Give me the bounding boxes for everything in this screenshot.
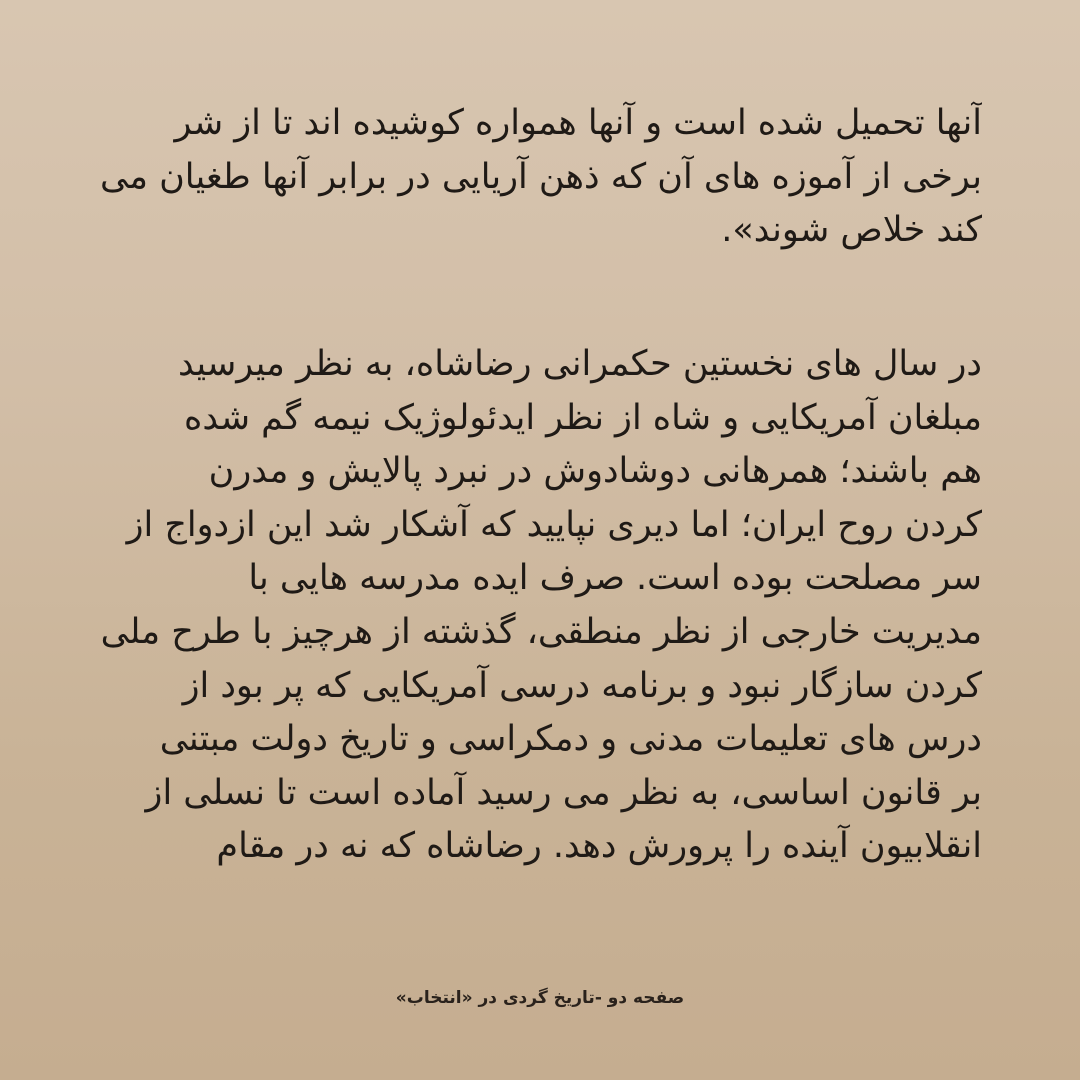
paragraph-2-line: هم باشند؛ همرهانی دوشادوش در نبرد پالایش و مدرن xyxy=(208,451,982,492)
paragraph-2-line: کردن روح ایران؛ اما دیری نپایید که آشکار شد این ازدواج از xyxy=(126,504,982,545)
paragraph-2-line: مدیریت خارجی از نظر منطقی، گذشته از هرچیز با طرح ملی xyxy=(100,611,982,652)
paragraph-2-line: بر قانون اساسی، به نظر می رسید آماده است تا نسلی از xyxy=(145,772,982,813)
paragraph-2-line: مبلغان آمریکایی و شاه از نظر ایدئولوژیک نیمه گم شده xyxy=(184,397,982,438)
paragraph-2-line: سر مصلحت بوده است. صرف ایده مدرسه هایی با xyxy=(248,558,982,599)
paragraph-1 xyxy=(92,97,982,258)
paragraph-1-line: آنها تحمیل شده است و آنها همواره کوشیده اند تا از شر xyxy=(174,103,982,143)
paragraph-2-line: کردن سازگار نبود و برنامه درسی آمریکایی که پر بود از xyxy=(182,665,982,706)
paragraph-2-line: انقلابیون آینده را پرورش دهد. رضاشاه که نه در مقام xyxy=(216,826,982,867)
paragraph-1-line: کند خلاص شوند». xyxy=(721,210,982,251)
paragraph-2-line: در سال های نخستین حکمرانی رضاشاه، به نظر میرسید xyxy=(178,344,982,384)
footer-caption: صفحه دو -تاریخ گردی در «انتخاب» xyxy=(395,988,685,1008)
paragraph-1-line: برخی از آموزه های آن که ذهن آریایی در برابر آنها طغیان می xyxy=(100,156,982,197)
paragraph-2-line: درس های تعلیمات مدنی و دمکراسی و تاریخ دولت مبتنی xyxy=(159,719,982,760)
paragraph-2 xyxy=(92,338,982,874)
